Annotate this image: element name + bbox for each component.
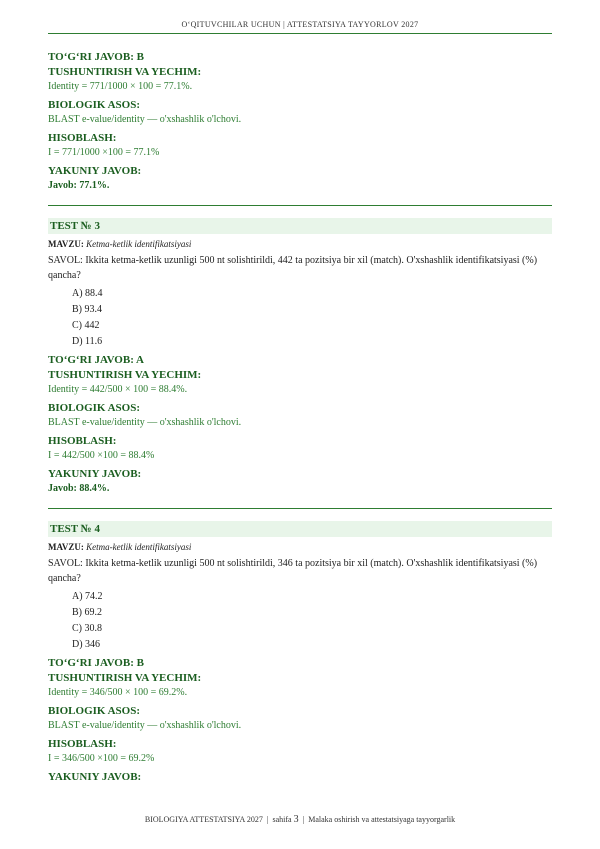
- option-d: D) 346: [72, 639, 101, 650]
- biology-basis-text: BLAST e-value/identity — o'xshashlik o'lchovi.: [48, 417, 242, 428]
- correct-answer-label: TO‘G‘RI JAVOB: B: [48, 51, 144, 63]
- test-title: TEST № 4: [48, 521, 552, 537]
- page-content: [48, 50, 552, 785]
- question-text: SAVOL: Ikkita ketma-ketlik uzunligi 500 nt solishtirildi, 442 ta pozitsiya bir xil (match). O'xshashlik identifikatsiyasi (%) qancha?: [48, 255, 538, 281]
- test-topic: [48, 238, 552, 251]
- explanation-label: TUSHUNTIRISH VA YECHIM:: [48, 369, 202, 381]
- calculation-text: I = 442/500 ×100 = 88.4%: [48, 450, 155, 461]
- page-footer: BIOLOGIYA ATTESTATSIYA 2027 | sahifa 3 | Malaka oshirish va attestatsiyaga tayyorgarlik: [144, 814, 456, 825]
- calculation-label: HISOBLASH:: [48, 435, 117, 447]
- option-b: B) 69.2: [72, 607, 102, 618]
- explanation-text: Identity = 442/500 × 100 = 88.4%.: [48, 384, 188, 395]
- biology-basis-text: BLAST e-value/identity — o'xshashlik o'lchovi.: [48, 114, 242, 125]
- option-c: C) 442: [72, 320, 100, 331]
- option-c: C) 30.8: [72, 623, 102, 634]
- biology-basis-label: BIOLOGIK ASOS:: [48, 99, 141, 111]
- calculation-text: I = 346/500 ×100 = 69.2%: [48, 753, 155, 764]
- correct-answer-label: TO‘G‘RI JAVOB: B: [48, 657, 144, 669]
- test-block-3: [48, 218, 552, 496]
- calculation-label: HISOBLASH:: [48, 132, 117, 144]
- carryover-answer-block: [48, 50, 552, 193]
- topic-label: MAVZU:: [48, 542, 84, 552]
- option-a: A) 88.4: [72, 288, 103, 299]
- topic-value: Ketma-ketlik identifikatsiyasi: [86, 239, 192, 249]
- biology-basis-text: BLAST e-value/identity — o'xshashlik o'lchovi.: [48, 720, 242, 731]
- final-answer-label: YAKUNIY JAVOB:: [48, 165, 142, 177]
- final-answer-label: YAKUNIY JAVOB:: [48, 771, 142, 783]
- footer-page-label: sahifa: [272, 815, 292, 824]
- question-text: SAVOL: Ikkita ketma-ketlik uzunligi 500 nt solishtirildi, 346 ta pozitsiya bir xil (match). O'xshashlik identifikatsiyasi (%) qancha?: [48, 558, 538, 584]
- footer-left-text: BIOLOGIYA ATTESTATSIYA 2027: [144, 815, 263, 824]
- option-d: D) 11.6: [72, 336, 103, 347]
- calculation-text: I = 771/1000 ×100 = 77.1%: [48, 147, 160, 158]
- topic-label: MAVZU:: [48, 239, 84, 249]
- footer-right-text: Malaka oshirish va attestatsiyaga tayyorgarlik: [308, 815, 456, 824]
- calculation-label: HISOBLASH:: [48, 738, 117, 750]
- topic-value: Ketma-ketlik identifikatsiyasi: [86, 542, 192, 552]
- correct-answer-label: TO‘G‘RI JAVOB: A: [48, 354, 144, 366]
- test-topic: [48, 541, 552, 554]
- test-block-4: [48, 521, 552, 785]
- answer-options: [72, 286, 552, 350]
- test-title: TEST № 3: [48, 218, 552, 234]
- biology-basis-label: BIOLOGIK ASOS:: [48, 705, 141, 717]
- section-divider: [48, 508, 552, 509]
- option-a: A) 74.2: [72, 591, 103, 602]
- explanation-label: TUSHUNTIRISH VA YECHIM:: [48, 66, 202, 78]
- explanation-text: Identity = 771/1000 × 100 = 77.1%.: [48, 81, 193, 92]
- answer-options: [72, 589, 552, 653]
- page-number: 3: [293, 814, 299, 825]
- explanation-label: TUSHUNTIRISH VA YECHIM:: [48, 672, 202, 684]
- final-answer-label: YAKUNIY JAVOB:: [48, 468, 142, 480]
- section-divider: [48, 205, 552, 206]
- final-answer-text: Javob: 77.1%.: [48, 180, 110, 191]
- biology-basis-label: BIOLOGIK ASOS:: [48, 402, 141, 414]
- final-answer-text: Javob: 88.4%.: [48, 483, 110, 494]
- option-b: B) 93.4: [72, 304, 102, 315]
- explanation-text: Identity = 346/500 × 100 = 69.2%.: [48, 687, 188, 698]
- running-header: O‘QITUVCHILAR UCHUN | ATTESTATSIYA TAYYORLOV 2027: [48, 20, 552, 34]
